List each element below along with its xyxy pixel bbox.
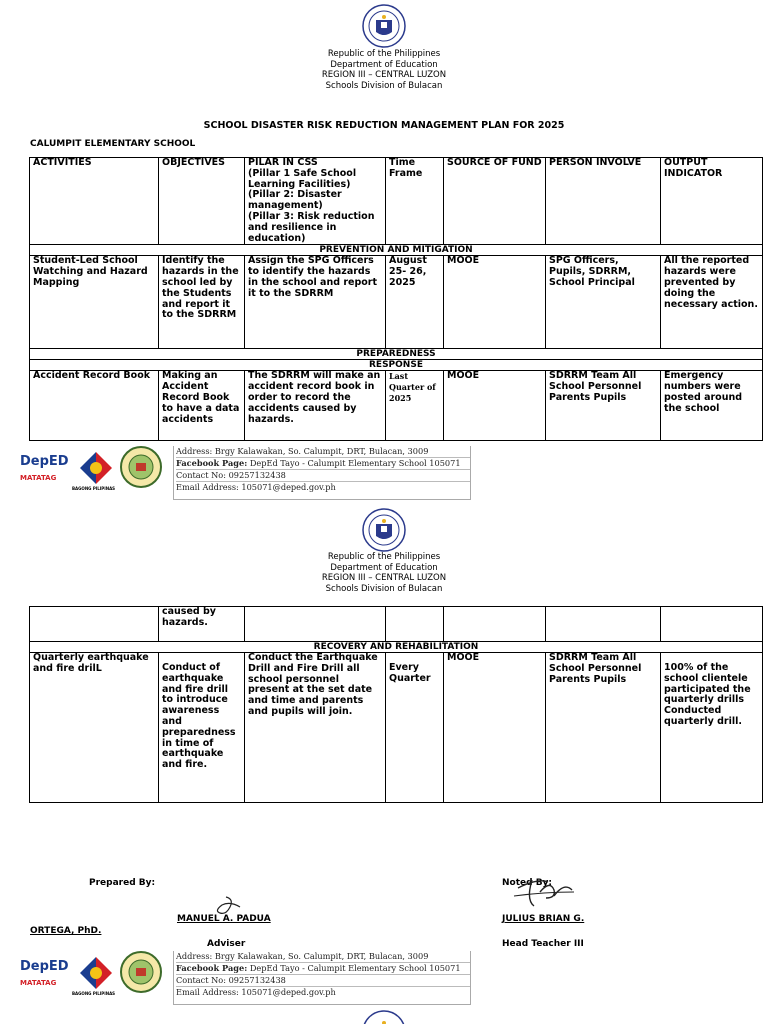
- school-name: CALUMPIT ELEMENTARY SCHOOL: [30, 139, 196, 149]
- facebook-label: Facebook Page:: [176, 458, 248, 468]
- facebook-label: Facebook Page:: [176, 963, 248, 973]
- header-line: REGION III – CENTRAL LUZON: [321, 573, 447, 584]
- table-row: [30, 607, 763, 642]
- header-line: Department of Education: [330, 562, 438, 573]
- header-line: Department of Education: [330, 59, 438, 70]
- header-fund: SOURCE OF FUND: [444, 158, 546, 245]
- row1-objective: Identify the hazards in the school led by the Students and report it to the SDRRM: [159, 256, 245, 349]
- deped-seal-icon: [362, 508, 406, 552]
- row1-timeframe: August 25- 26, 2025: [386, 256, 444, 349]
- head-teacher-name: JULIUS BRIAN G.: [502, 914, 585, 924]
- adviser-name: MANUEL A. PADUA: [177, 914, 271, 924]
- row2-fund: MOOE: [444, 371, 546, 441]
- row3-person: SDRRM Team All School Personnel Parents Pupils: [546, 653, 661, 803]
- bagong-pilipinas-text: BAGONG PILIPINAS: [72, 486, 116, 491]
- section-response: RESPONSE: [30, 360, 763, 371]
- header-line: Republic of the Philippines: [327, 552, 441, 562]
- row3-pillar: Conduct the Earthquake Drill and Fire Drill all school personnel present at the set date and time and parents and pupils will join.: [245, 653, 386, 803]
- deped-logo: [20, 959, 69, 974]
- agency-header: [0, 552, 768, 594]
- matatag-logo: MATATAG: [20, 474, 57, 482]
- row2-person: SDRRM Team All School Personnel Parents Pupils: [546, 371, 661, 441]
- contact-box: [173, 446, 471, 500]
- header-person: PERSON INVOLVE: [546, 158, 661, 245]
- school-seal-icon: [120, 446, 162, 488]
- plan-table-page-2: [29, 606, 763, 803]
- contact-box: [173, 951, 471, 1005]
- row2-objective: Making an Accident Record Book to have a data accidents: [159, 371, 245, 441]
- facebook-text: DepEd Tayo - Calumpit Elementary School 105071: [247, 458, 461, 468]
- header-timeframe: Time Frame: [386, 158, 444, 245]
- section-recovery: RECOVERY AND REHABILITATION: [30, 642, 763, 653]
- section-row: [30, 349, 763, 360]
- facebook-line: [176, 963, 470, 975]
- bagong-pilipinas-text: BAGONG PILIPINAS: [72, 991, 116, 996]
- bagong-pilipinas-icon: [76, 953, 116, 993]
- header-objectives: OBJECTIVES: [159, 158, 245, 245]
- head-teacher-role: Head Teacher III: [502, 939, 584, 949]
- prepared-by-label: Prepared By:: [89, 878, 156, 888]
- row2-output-cont: [661, 607, 763, 642]
- row2-person-cont: [546, 607, 661, 642]
- facebook-line: [176, 458, 470, 470]
- deped-seal-icon: [362, 4, 406, 48]
- row1-pillar: Assign the SPG Officers to identify the hazards in the school and report it to the SDRRM: [245, 256, 386, 349]
- row2-fund-cont: [444, 607, 546, 642]
- row2-pillar: The SDRRM will make an accident record book in order to record the accidents caused by hazards.: [245, 371, 386, 441]
- contact-number: Contact No: 09257132438: [176, 470, 470, 482]
- section-row: [30, 245, 763, 256]
- row3-objective: Conduct of earthquake and fire drill to introduce awareness and preparedness in time of earthquake and fire.: [159, 653, 245, 803]
- header-output: OUTPUT INDICATOR: [661, 158, 763, 245]
- row3-output: 100% of the school clientele participated the quarterly drills Conducted quarterly drill.: [661, 653, 763, 803]
- header-line: Republic of the Philippines: [327, 49, 441, 59]
- row2-activity: Accident Record Book: [30, 371, 159, 441]
- agency-header: [0, 49, 768, 91]
- row3-timeframe: Every Quarter: [386, 653, 444, 803]
- section-prevention: PREVENTION AND MITIGATION: [30, 245, 763, 256]
- adviser-name-cont: ORTEGA, PhD.: [30, 926, 102, 936]
- row1-fund: MOOE: [444, 256, 546, 349]
- section-row: [30, 642, 763, 653]
- email-text: Email Address: 105071@deped.gov.ph: [176, 987, 336, 997]
- row2-objective-cont: caused by hazards.: [159, 607, 245, 642]
- deped-logo-text: DepED: [20, 454, 69, 469]
- section-row: [30, 360, 763, 371]
- row1-output: All the reported hazards were prevented by doing the necessary action.: [661, 256, 763, 349]
- head-teacher-signature-icon: [510, 866, 580, 916]
- table-row: [30, 371, 763, 441]
- deped-seal-icon: [362, 1010, 406, 1024]
- plan-table-page-1: [29, 157, 763, 441]
- document-title: SCHOOL DISASTER RISK REDUCTION MANAGEMENT PLAN FOR 2025: [203, 120, 565, 131]
- row1-activity: Student-Led School Watching and Hazard Mapping: [30, 256, 159, 349]
- table-header-row: [30, 158, 763, 245]
- section-preparedness: PREPAREDNESS: [30, 349, 763, 360]
- facebook-text: DepEd Tayo - Calumpit Elementary School 105071: [247, 963, 461, 973]
- address-text: Address: Brgy Kalawakan, So. Calumpit, DRT, Bulacan, 3009: [176, 951, 470, 963]
- bagong-pilipinas-icon: [76, 448, 116, 488]
- row2-timeframe-cont: [386, 607, 444, 642]
- deped-logo: [20, 454, 69, 469]
- header-line: Schools Division of Bulacan: [325, 583, 443, 594]
- header-line: REGION III – CENTRAL LUZON: [321, 70, 447, 81]
- table-row: [30, 653, 763, 803]
- contact-number: Contact No: 09257132438: [176, 975, 470, 987]
- page-footer: [0, 951, 768, 1007]
- header-activities: ACTIVITIES: [30, 158, 159, 245]
- adviser-role: Adviser: [207, 939, 246, 949]
- row2-output: Emergency numbers were posted around the school: [661, 371, 763, 441]
- row3-fund: MOOE: [444, 653, 546, 803]
- matatag-logo: MATATAG: [20, 979, 57, 987]
- row2-timeframe: Last Quarter of 2025: [386, 371, 444, 441]
- row1-person: SPG Officers, Pupils, SDRRM, School Principal: [546, 256, 661, 349]
- page-footer: [0, 446, 768, 502]
- table-row: [30, 256, 763, 349]
- footer-logos: [20, 446, 172, 496]
- header-line: Schools Division of Bulacan: [325, 80, 443, 91]
- footer-logos: [20, 951, 172, 1001]
- header-pillar: PILAR IN CSS (Pillar 1 Safe School Learning Facilities) (Pillar 2: Disaster management) (Pillar 3: Risk reduction and resilience in education): [245, 158, 386, 245]
- address-text: Address: Brgy Kalawakan, So. Calumpit, DRT, Bulacan, 3009: [176, 446, 470, 458]
- email-text: Email Address: 105071@deped.gov.ph: [176, 482, 336, 492]
- school-seal-icon: [120, 951, 162, 993]
- row2-activity-cont: [30, 607, 159, 642]
- row3-activity: Quarterly earthquake and fire drilL: [30, 653, 159, 803]
- noted-by-label: Noted By:: [502, 878, 553, 888]
- deped-logo-text: DepED: [20, 959, 69, 974]
- row2-pillar-cont: [245, 607, 386, 642]
